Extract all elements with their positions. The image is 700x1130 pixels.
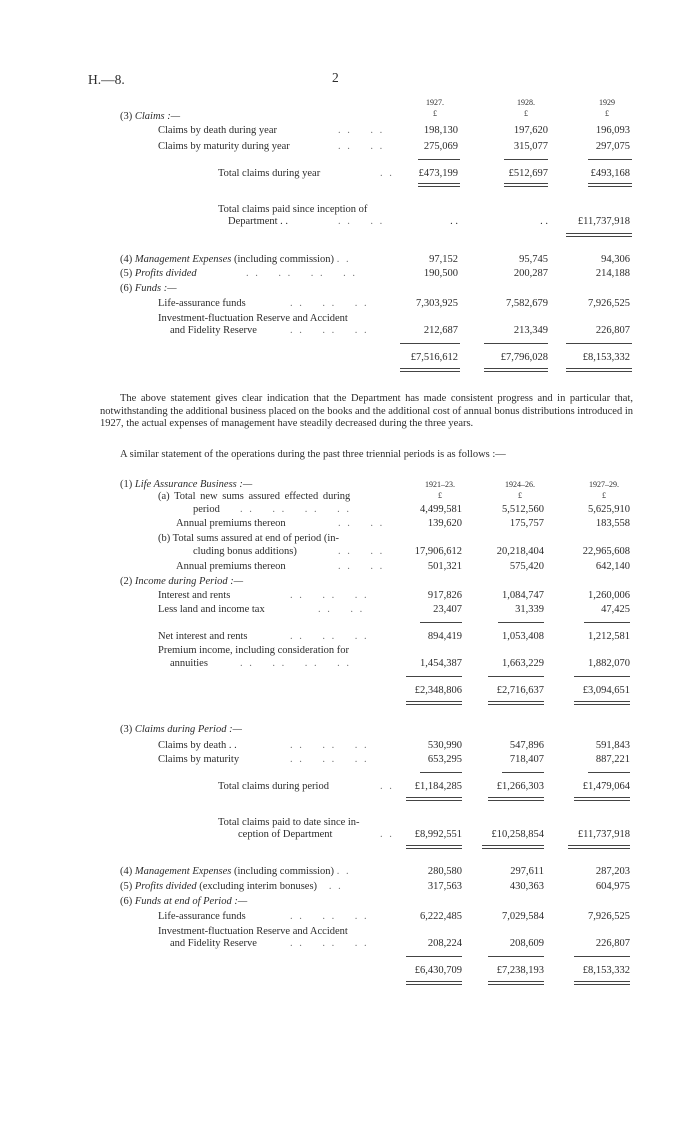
total-rule [488, 981, 544, 985]
cell-value: 1,663,229 [502, 658, 544, 669]
cell-value: 212,687 [423, 325, 458, 336]
sum-rule [484, 343, 548, 344]
row-label: Investment-fluctuation Reserve and Accident [158, 926, 348, 937]
cell-value: 575,420 [509, 561, 544, 572]
cell-value: 31,339 [515, 604, 544, 615]
cell-value: 97,152 [429, 254, 458, 265]
total-rule [574, 981, 630, 985]
leader-dots: . . [380, 829, 394, 840]
cell-value: 226,807 [595, 938, 630, 949]
leader-dots: . . . . . . [290, 298, 369, 309]
row-label: Claims by maturity [158, 754, 240, 765]
total-rule [406, 981, 462, 985]
leader-dots: . . . . . . [290, 911, 369, 922]
total-rule [418, 183, 460, 187]
cell-value: 23,407 [433, 604, 462, 615]
cell-value: 297,075 [595, 141, 630, 152]
sum-rule [488, 956, 544, 957]
sum-rule [588, 772, 630, 773]
cell-value: 208,224 [427, 938, 462, 949]
row-label: Less land and income tax [158, 604, 265, 615]
period-header: 1927–29. [589, 480, 619, 489]
currency-symbol: £ [524, 109, 528, 118]
cell-value: 917,826 [427, 590, 462, 601]
total-rule [588, 183, 632, 187]
total-rule [406, 797, 462, 801]
row-label: Total claims during year [218, 168, 321, 179]
cell-value: 7,303,925 [416, 298, 458, 309]
total-rule [504, 183, 548, 187]
leader-dots: . . . . [338, 125, 385, 136]
cell-value: £8,992,551 [414, 829, 462, 840]
cell-value: 7,029,584 [502, 911, 544, 922]
document-reference: H.—8. [88, 72, 125, 87]
currency-symbol: £ [605, 109, 609, 118]
row-label: Total claims paid since inception of [218, 204, 368, 215]
cell-value: 275,069 [423, 141, 458, 152]
sum-rule [574, 676, 630, 677]
cell-value: 95,745 [519, 254, 548, 265]
sum-rule [584, 622, 630, 623]
sum-rule [502, 772, 544, 773]
cell-value: 718,407 [509, 754, 544, 765]
section-heading: (3) Claims :— [120, 111, 181, 122]
cell-value: 1,053,408 [502, 631, 544, 642]
row-label: Net interest and rents [158, 631, 248, 642]
sum-rule [566, 343, 632, 344]
leader-dots: . . . . . . [290, 325, 369, 336]
total-rule [574, 797, 630, 801]
cell-value: 1,454,387 [420, 658, 462, 669]
cell-value: 591,843 [595, 740, 630, 751]
cell-value: 547,896 [509, 740, 544, 751]
cell-value: 5,625,910 [588, 504, 630, 515]
cell-value: £8,153,332 [582, 352, 630, 363]
sum-rule [504, 159, 548, 160]
sum-rule [418, 159, 460, 160]
cell-value: 94,306 [601, 254, 630, 265]
leader-dots: . . . . [338, 518, 385, 529]
sum-rule [420, 622, 462, 623]
cell-value: 197,620 [513, 125, 548, 136]
section-heading: (4) Management Expenses (including commission) . . [120, 254, 351, 265]
cell-value: 183,558 [595, 518, 630, 529]
row-label: (a) Total new sums assured effected during [158, 491, 351, 502]
row-label: Claims by death during year [158, 125, 277, 136]
sum-rule [574, 956, 630, 957]
total-rule [406, 701, 462, 705]
sum-rule [588, 159, 632, 160]
sum-rule [488, 676, 544, 677]
cell-value: 1,212,581 [588, 631, 630, 642]
cell-value: 315,077 [513, 141, 548, 152]
sum-rule [406, 956, 462, 957]
period-header: 1924–26. [505, 480, 535, 489]
total-rule [406, 845, 462, 849]
cell-value: 430,363 [509, 881, 544, 892]
cell-value: 530,990 [427, 740, 462, 751]
cell-value: £1,479,064 [582, 781, 630, 792]
leader-dots: . . . . . . . . [240, 658, 351, 669]
cell-value: £10,258,854 [491, 829, 544, 840]
body-paragraph: The above statement gives clear indication that the Department has made consistent progress and in particular that, notwithstanding the additional business placed on the books and the additional cost of annual bonus distributions introduced in 1927, the actual expenses of management have steadily decreased during the three years. [100, 393, 633, 429]
leader-dots: . . [380, 781, 394, 792]
cell-value: 653,295 [427, 754, 462, 765]
leader-dots: . . . . . . . . [246, 268, 357, 279]
leader-dots: . . . . . . [290, 631, 369, 642]
cell-value: 297,611 [510, 866, 544, 877]
cell-value: £2,716,637 [496, 685, 544, 696]
cell-value: 317,563 [427, 881, 462, 892]
cell-value: 287,203 [595, 866, 630, 877]
leader-dots: . . [380, 168, 394, 179]
cell-value: £493,168 [590, 168, 630, 179]
section-heading: (5) Profits divided (excluding interim bonuses) . . [120, 881, 343, 892]
cell-value: 190,500 [423, 268, 458, 279]
row-label: Life-assurance funds [158, 298, 246, 309]
total-rule [488, 701, 544, 705]
currency-symbol: £ [602, 491, 606, 500]
section-heading: (6) Funds at end of Period :— [120, 896, 248, 907]
row-label: annuities [170, 658, 208, 669]
cell-value: £473,199 [418, 168, 458, 179]
cell-value: 5,512,560 [502, 504, 544, 515]
leader-dots: . . . . [338, 141, 385, 152]
section-heading: (1) Life Assurance Business :— [120, 479, 253, 490]
row-label: and Fidelity Reserve [170, 938, 257, 949]
section-heading: (3) Claims during Period :— [120, 724, 242, 735]
cell-value: 198,130 [423, 125, 458, 136]
cell-value: £7,238,193 [496, 965, 544, 976]
leader-dots: . . . . . . . . [240, 504, 351, 515]
row-label: Total claims paid to date since in- [218, 817, 360, 828]
leader-dots: . . . . . . [290, 740, 369, 751]
cell-value: £11,737,918 [577, 216, 630, 227]
total-rule [482, 845, 544, 849]
total-rule [568, 845, 630, 849]
cell-value: 501,321 [427, 561, 462, 572]
body-paragraph: A similar statement of the operations during the past three triennial periods is as follows :— [120, 449, 506, 460]
cell-value: 175,757 [509, 518, 544, 529]
cell-value: 1,084,747 [502, 590, 544, 601]
row-label: Total claims during period [218, 781, 329, 792]
cell-value: 1,260,006 [588, 590, 630, 601]
sum-rule [400, 343, 460, 344]
cell-value: 139,620 [427, 518, 462, 529]
cell-value: £3,094,651 [582, 685, 630, 696]
cell-value: £11,737,918 [577, 829, 630, 840]
cell-value: 7,926,525 [588, 911, 630, 922]
currency-symbol: £ [438, 491, 442, 500]
row-label: cluding bonus additions) [193, 546, 297, 557]
section-heading: (4) Management Expenses (including commission) . . [120, 866, 351, 877]
leader-dots: . . . . [338, 546, 385, 557]
cell-value: 604,975 [595, 881, 630, 892]
cell-value: 214,188 [595, 268, 630, 279]
row-label: Annual premiums thereon [176, 561, 286, 572]
cell-value: 7,926,525 [588, 298, 630, 309]
cell-value: 4,499,581 [420, 504, 462, 515]
leader-dots: . . . . . . [290, 938, 369, 949]
cell-value: 894,419 [427, 631, 462, 642]
cell-value: . . [450, 216, 458, 227]
cell-value: 226,807 [595, 325, 630, 336]
row-label: ception of Department [238, 829, 333, 840]
cell-value: . . [540, 216, 548, 227]
row-label: Annual premiums thereon [176, 518, 286, 529]
sum-rule [498, 622, 544, 623]
cell-value: 47,425 [601, 604, 630, 615]
cell-value: £6,430,709 [414, 965, 462, 976]
row-label: Premium income, including consideration for [158, 645, 349, 656]
section-heading: (5) Profits divided [120, 268, 197, 279]
row-label: Investment-fluctuation Reserve and Accident [158, 313, 348, 324]
row-label: (b) Total sums assured at end of period (in- [158, 533, 340, 544]
cell-value: 20,218,404 [496, 546, 544, 557]
row-label: Department . . [228, 216, 289, 227]
cell-value: 200,287 [513, 268, 548, 279]
sum-rule [406, 676, 462, 677]
row-label: period [193, 504, 220, 515]
cell-value: 17,906,612 [414, 546, 462, 557]
section-heading: (2) Income during Period :— [120, 576, 244, 587]
leader-dots: . . . . . . [290, 590, 369, 601]
cell-value: 7,582,679 [506, 298, 548, 309]
section-heading: (6) Funds :— [120, 283, 177, 294]
leader-dots: . . . . . . [290, 754, 369, 765]
currency-symbol: £ [518, 491, 522, 500]
row-label: and Fidelity Reserve [170, 325, 257, 336]
sum-rule [420, 772, 462, 773]
leader-dots: . . . . [318, 604, 365, 615]
row-label: Interest and rents [158, 590, 231, 601]
cell-value: 22,965,608 [582, 546, 630, 557]
row-label: Claims by death . . [158, 740, 237, 751]
cell-value: 1,882,070 [588, 658, 630, 669]
total-rule [484, 368, 548, 372]
cell-value: 6,222,485 [420, 911, 462, 922]
leader-dots: . . . . [338, 216, 385, 227]
cell-value: 280,580 [427, 866, 462, 877]
cell-value: £512,697 [508, 168, 548, 179]
cell-value: £8,153,332 [582, 965, 630, 976]
cell-value: £7,516,612 [410, 352, 458, 363]
total-rule [566, 233, 632, 237]
cell-value: 887,221 [595, 754, 630, 765]
total-rule [400, 368, 460, 372]
year-header: 1929 [599, 98, 615, 107]
total-rule [566, 368, 632, 372]
cell-value: 642,140 [595, 561, 630, 572]
page-number: 2 [332, 70, 339, 85]
cell-value: 208,609 [509, 938, 544, 949]
cell-value: 213,349 [513, 325, 548, 336]
cell-value: £2,348,806 [414, 685, 462, 696]
total-rule [574, 701, 630, 705]
year-header: 1927. [426, 98, 444, 107]
year-header: 1928. [517, 98, 535, 107]
cell-value: £1,184,285 [414, 781, 462, 792]
cell-value: £7,796,028 [500, 352, 548, 363]
row-label: Life-assurance funds [158, 911, 246, 922]
row-label: Claims by maturity during year [158, 141, 290, 152]
total-rule [488, 797, 544, 801]
currency-symbol: £ [433, 109, 437, 118]
period-header: 1921–23. [425, 480, 455, 489]
leader-dots: . . . . [338, 561, 385, 572]
cell-value: 196,093 [595, 125, 630, 136]
cell-value: £1,266,303 [496, 781, 544, 792]
